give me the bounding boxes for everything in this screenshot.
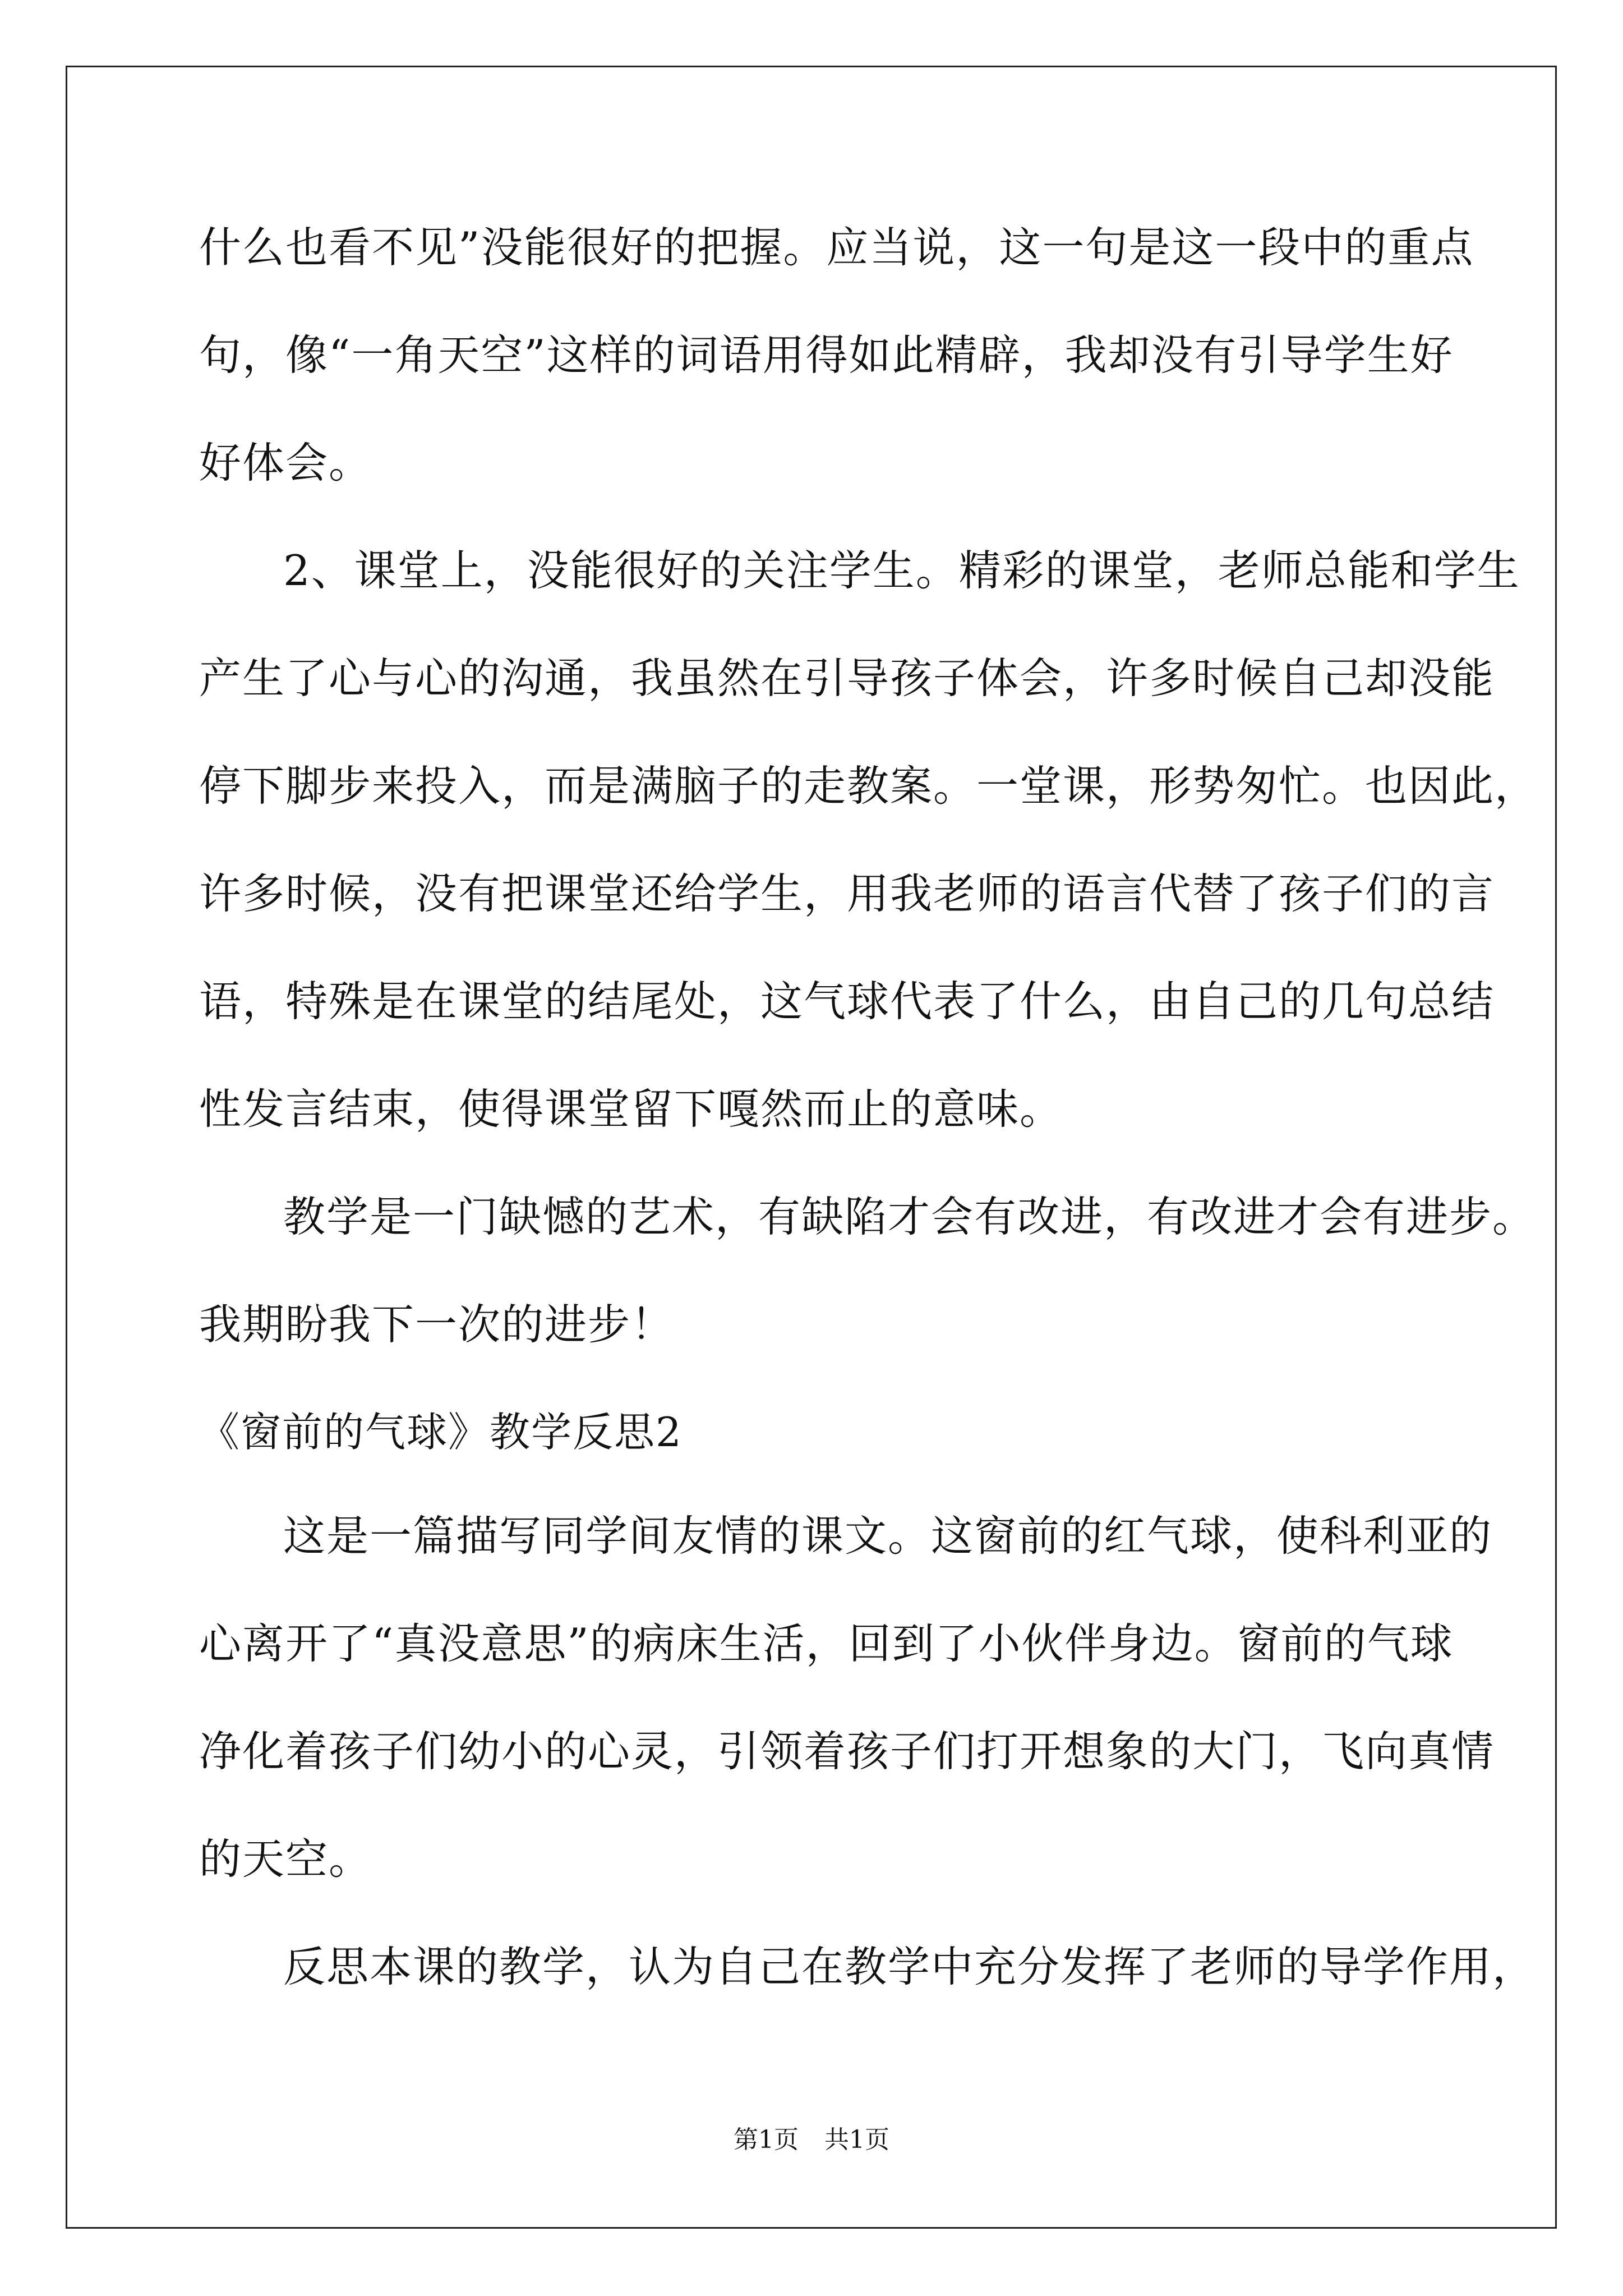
page-total: 共1页 xyxy=(824,2125,889,2154)
text-line: 这是一篇描写同学间友情的课文。这窗前的红气球，使科利亚的 xyxy=(283,1511,1493,1561)
text-line: 许多时候，没有把课堂还给学生，用我老师的语言代替了孩子们的言 xyxy=(199,869,1495,918)
text-line: 性发言结束，使得课堂留下嘎然而止的意味。 xyxy=(199,1084,1063,1134)
text-line: 产生了心与心的沟通，我虽然在引导孩子体会，许多时候自己却没能 xyxy=(199,654,1495,703)
text-line: 的天空。 xyxy=(199,1834,372,1884)
section-heading: 《窗前的气球》教学反思2 xyxy=(199,1409,683,1456)
text-line: 句，像“一角天空”这样的词语用得如此精辟，我却没有引导学生好 xyxy=(199,330,1454,380)
page-number: 第1页 xyxy=(734,2125,799,2154)
text-line: 什么也看不见”没能很好的把握。应当说，这一句是这一段中的重点 xyxy=(199,223,1474,272)
text-line: 我期盼我下一次的进步！ xyxy=(199,1300,675,1349)
page-footer xyxy=(0,2123,1623,2157)
text-line: 心离开了“真没意思”的病床生活，回到了小伙伴身边。窗前的气球 xyxy=(199,1619,1454,1668)
text-line: 好体会。 xyxy=(199,438,372,487)
text-line: 2、课堂上，没能很好的关注学生。精彩的课堂，老师总能和学生 xyxy=(283,546,1520,595)
document-body xyxy=(199,216,1538,2043)
text-line: 反思本课的教学，认为自己在教学中充分发挥了老师的导学作用， xyxy=(283,1942,1536,1991)
text-line: 净化着孩子们幼小的心灵，引领着孩子们打开想象的大门，飞向真情 xyxy=(199,1727,1495,1776)
text-line: 停下脚步来投入，而是满脑子的走教案。一堂课，形势匆忙。也因此， xyxy=(199,761,1538,811)
text-line: 教学是一门缺憾的艺术，有缺陷才会有改进，有改进才会有进步。 xyxy=(283,1192,1536,1241)
text-line: 语，特殊是在课堂的结尾处，这气球代表了什么，由自己的几句总结 xyxy=(199,977,1495,1026)
